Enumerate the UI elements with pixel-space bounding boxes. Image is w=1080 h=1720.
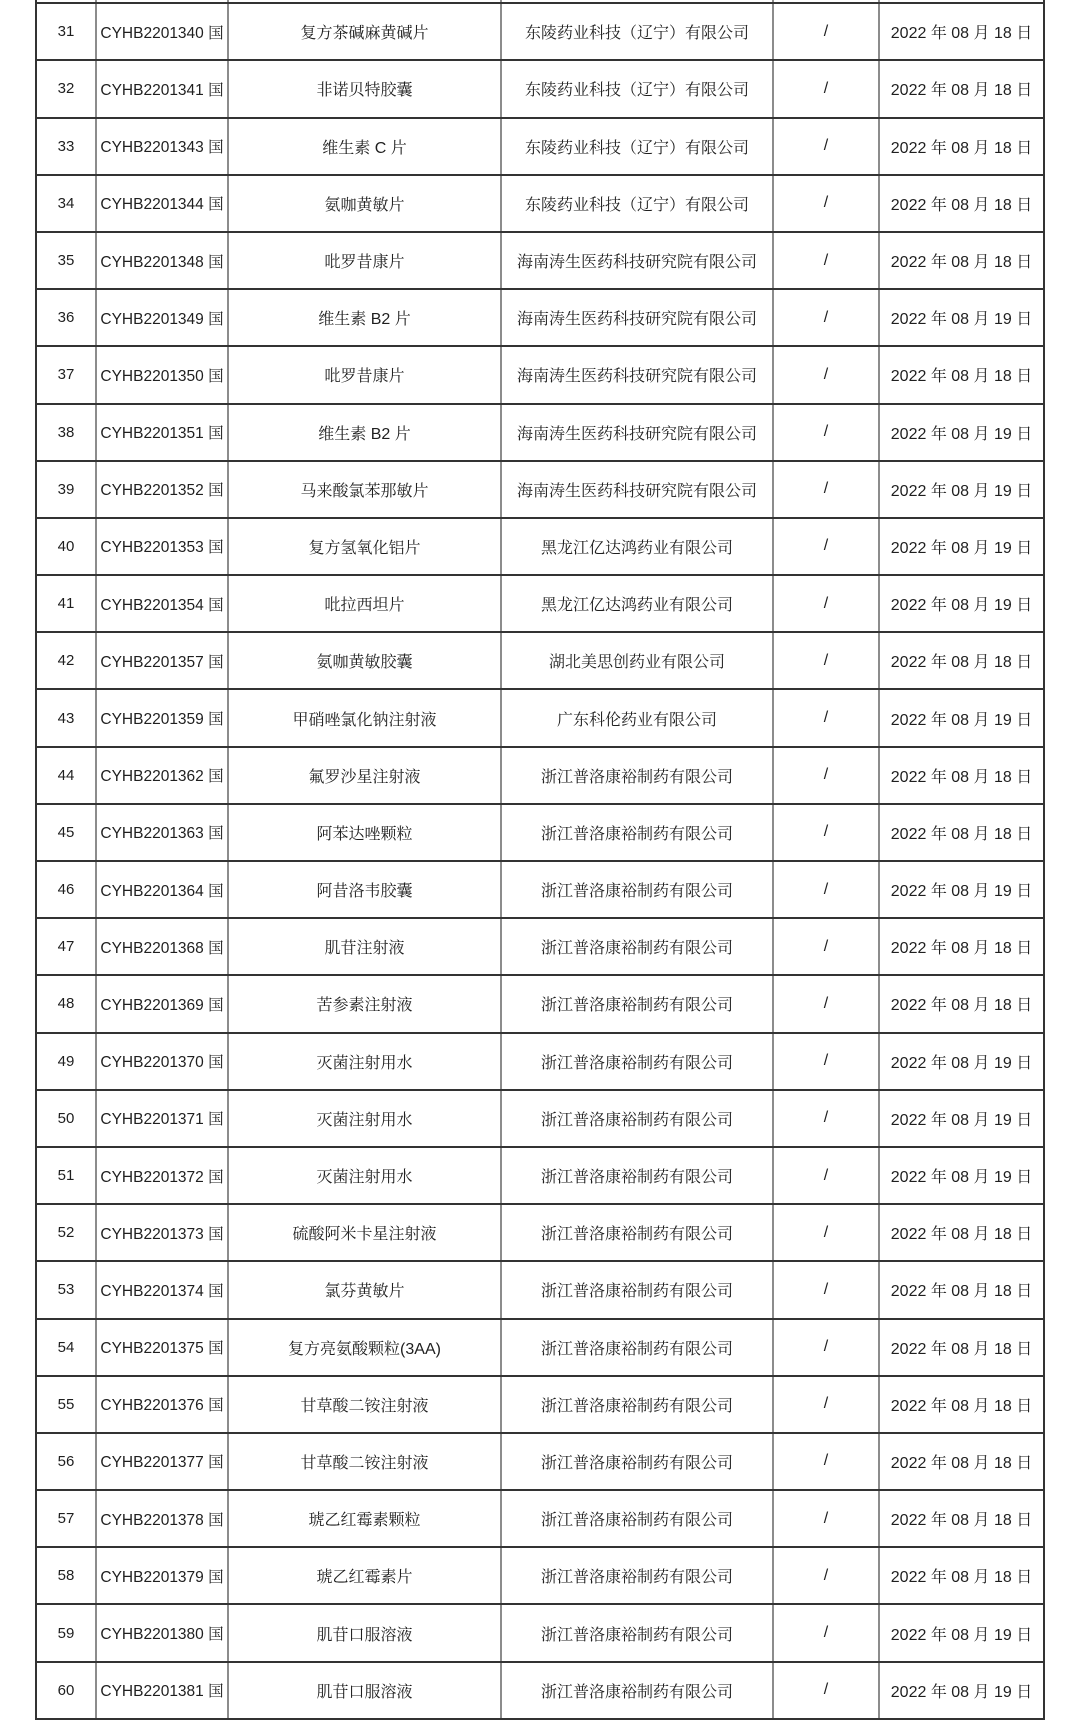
- company-cell: 浙江普洛康裕制药有限公司: [501, 1319, 773, 1376]
- company-cell: 东陵药业科技（辽宁）有限公司: [501, 3, 773, 60]
- drug-name-cell: 吡罗昔康片: [228, 232, 501, 289]
- approval-date-cell: 2022 年 08 月 18 日: [879, 1433, 1044, 1490]
- company-cell: 东陵药业科技（辽宁）有限公司: [501, 60, 773, 117]
- row-number-cell: 59: [36, 1604, 96, 1661]
- approval-date-cell: 2022 年 08 月 18 日: [879, 232, 1044, 289]
- drug-name-cell: 非诺贝特胶囊: [228, 60, 501, 117]
- drug-name-cell: 阿苯达唑颗粒: [228, 804, 501, 861]
- row-number-cell: 37: [36, 346, 96, 403]
- company-cell: 浙江普洛康裕制药有限公司: [501, 1604, 773, 1661]
- table-row: [36, 632, 1044, 689]
- row-number-cell: 40: [36, 518, 96, 575]
- company-cell: 湖北美思创药业有限公司: [501, 632, 773, 689]
- table-row: [36, 1433, 1044, 1490]
- approval-date-cell: 2022 年 08 月 18 日: [879, 804, 1044, 861]
- drug-name-cell: 维生素 B2 片: [228, 289, 501, 346]
- remark-cell: /: [773, 1033, 879, 1090]
- drug-name-cell: 吡拉西坦片: [228, 575, 501, 632]
- acceptance-number-cell: CYHB2201364 国: [96, 861, 228, 918]
- acceptance-number-cell: CYHB2201354 国: [96, 575, 228, 632]
- remark-cell: /: [773, 1662, 879, 1719]
- company-cell: 海南涛生医药科技研究院有限公司: [501, 461, 773, 518]
- company-cell: 浙江普洛康裕制药有限公司: [501, 1147, 773, 1204]
- table-row: [36, 747, 1044, 804]
- approval-date-cell: 2022 年 08 月 19 日: [879, 461, 1044, 518]
- remark-cell: /: [773, 118, 879, 175]
- table-row: [36, 175, 1044, 232]
- remark-cell: /: [773, 404, 879, 461]
- company-cell: 浙江普洛康裕制药有限公司: [501, 975, 773, 1032]
- table-row: [36, 1604, 1044, 1661]
- remark-cell: /: [773, 3, 879, 60]
- acceptance-number-cell: CYHB2201362 国: [96, 747, 228, 804]
- drug-name-cell: 甲硝唑氯化钠注射液: [228, 689, 501, 746]
- remark-cell: /: [773, 632, 879, 689]
- company-cell: 浙江普洛康裕制药有限公司: [501, 1204, 773, 1261]
- remark-cell: /: [773, 918, 879, 975]
- company-cell: 广东科伦药业有限公司: [501, 689, 773, 746]
- company-cell: 浙江普洛康裕制药有限公司: [501, 1376, 773, 1433]
- approval-date-cell: 2022 年 08 月 18 日: [879, 632, 1044, 689]
- drug-name-cell: 氯芬黄敏片: [228, 1261, 501, 1318]
- table-row: [36, 975, 1044, 1032]
- approval-date-cell: 2022 年 08 月 19 日: [879, 1662, 1044, 1719]
- company-cell: 浙江普洛康裕制药有限公司: [501, 1433, 773, 1490]
- drug-approval-table: [35, 0, 1045, 1720]
- table-row: [36, 918, 1044, 975]
- approval-date-cell: 2022 年 08 月 19 日: [879, 1033, 1044, 1090]
- drug-approval-table-wrap: [35, 0, 1045, 1720]
- acceptance-number-cell: CYHB2201375 国: [96, 1319, 228, 1376]
- remark-cell: /: [773, 1319, 879, 1376]
- company-cell: 浙江普洛康裕制药有限公司: [501, 1090, 773, 1147]
- row-number-cell: 44: [36, 747, 96, 804]
- company-cell: 浙江普洛康裕制药有限公司: [501, 861, 773, 918]
- drug-name-cell: 维生素 B2 片: [228, 404, 501, 461]
- table-row: [36, 804, 1044, 861]
- drug-name-cell: 复方氢氧化铝片: [228, 518, 501, 575]
- acceptance-number-cell: CYHB2201357 国: [96, 632, 228, 689]
- row-number-cell: 31: [36, 3, 96, 60]
- table-row: [36, 3, 1044, 60]
- approval-date-cell: 2022 年 08 月 18 日: [879, 1490, 1044, 1547]
- drug-name-cell: 琥乙红霉素片: [228, 1547, 501, 1604]
- table-row: [36, 1147, 1044, 1204]
- acceptance-number-cell: CYHB2201377 国: [96, 1433, 228, 1490]
- drug-name-cell: 肌苷口服溶液: [228, 1604, 501, 1661]
- row-number-cell: 38: [36, 404, 96, 461]
- row-number-cell: 43: [36, 689, 96, 746]
- remark-cell: /: [773, 461, 879, 518]
- table-row: [36, 461, 1044, 518]
- table-row: [36, 1090, 1044, 1147]
- acceptance-number-cell: CYHB2201379 国: [96, 1547, 228, 1604]
- row-number-cell: 34: [36, 175, 96, 232]
- company-cell: 海南涛生医药科技研究院有限公司: [501, 346, 773, 403]
- approval-date-cell: 2022 年 08 月 18 日: [879, 1547, 1044, 1604]
- remark-cell: /: [773, 60, 879, 117]
- remark-cell: /: [773, 1547, 879, 1604]
- remark-cell: /: [773, 1090, 879, 1147]
- approval-date-cell: 2022 年 08 月 18 日: [879, 346, 1044, 403]
- table-row: [36, 232, 1044, 289]
- row-number-cell: 49: [36, 1033, 96, 1090]
- remark-cell: /: [773, 232, 879, 289]
- approval-date-cell: 2022 年 08 月 18 日: [879, 918, 1044, 975]
- table-row: [36, 1261, 1044, 1318]
- table-row: [36, 346, 1044, 403]
- table-row: [36, 118, 1044, 175]
- drug-name-cell: 氨咖黄敏胶囊: [228, 632, 501, 689]
- acceptance-number-cell: CYHB2201380 国: [96, 1604, 228, 1661]
- company-cell: 浙江普洛康裕制药有限公司: [501, 1490, 773, 1547]
- approval-date-cell: 2022 年 08 月 18 日: [879, 175, 1044, 232]
- acceptance-number-cell: CYHB2201371 国: [96, 1090, 228, 1147]
- approval-date-cell: 2022 年 08 月 19 日: [879, 575, 1044, 632]
- row-number-cell: 36: [36, 289, 96, 346]
- table-row: [36, 689, 1044, 746]
- remark-cell: /: [773, 689, 879, 746]
- acceptance-number-cell: CYHB2201370 国: [96, 1033, 228, 1090]
- row-number-cell: 48: [36, 975, 96, 1032]
- drug-name-cell: 肌苷口服溶液: [228, 1662, 501, 1719]
- approval-date-cell: 2022 年 08 月 18 日: [879, 3, 1044, 60]
- remark-cell: /: [773, 804, 879, 861]
- approval-date-cell: 2022 年 08 月 19 日: [879, 518, 1044, 575]
- remark-cell: /: [773, 975, 879, 1032]
- remark-cell: /: [773, 747, 879, 804]
- drug-name-cell: 灭菌注射用水: [228, 1090, 501, 1147]
- acceptance-number-cell: CYHB2201353 国: [96, 518, 228, 575]
- company-cell: 东陵药业科技（辽宁）有限公司: [501, 118, 773, 175]
- company-cell: 黑龙江亿达鸿药业有限公司: [501, 575, 773, 632]
- remark-cell: /: [773, 861, 879, 918]
- table-row: [36, 518, 1044, 575]
- approval-date-cell: 2022 年 08 月 19 日: [879, 1147, 1044, 1204]
- row-number-cell: 52: [36, 1204, 96, 1261]
- approval-date-cell: 2022 年 08 月 19 日: [879, 689, 1044, 746]
- row-number-cell: 54: [36, 1319, 96, 1376]
- row-number-cell: 58: [36, 1547, 96, 1604]
- acceptance-number-cell: CYHB2201376 国: [96, 1376, 228, 1433]
- drug-name-cell: 灭菌注射用水: [228, 1033, 501, 1090]
- drug-name-cell: 灭菌注射用水: [228, 1147, 501, 1204]
- table-row: [36, 1662, 1044, 1719]
- row-number-cell: 56: [36, 1433, 96, 1490]
- row-number-cell: 32: [36, 60, 96, 117]
- table-row: [36, 289, 1044, 346]
- drug-name-cell: 苦参素注射液: [228, 975, 501, 1032]
- company-cell: 浙江普洛康裕制药有限公司: [501, 804, 773, 861]
- company-cell: 浙江普洛康裕制药有限公司: [501, 1261, 773, 1318]
- table-row: [36, 1033, 1044, 1090]
- acceptance-number-cell: CYHB2201378 国: [96, 1490, 228, 1547]
- acceptance-number-cell: CYHB2201372 国: [96, 1147, 228, 1204]
- table-row: [36, 1490, 1044, 1547]
- company-cell: 海南涛生医药科技研究院有限公司: [501, 404, 773, 461]
- row-number-cell: 47: [36, 918, 96, 975]
- acceptance-number-cell: CYHB2201369 国: [96, 975, 228, 1032]
- acceptance-number-cell: CYHB2201349 国: [96, 289, 228, 346]
- row-number-cell: 60: [36, 1662, 96, 1719]
- drug-name-cell: 维生素 C 片: [228, 118, 501, 175]
- row-number-cell: 53: [36, 1261, 96, 1318]
- company-cell: 浙江普洛康裕制药有限公司: [501, 918, 773, 975]
- acceptance-number-cell: CYHB2201368 国: [96, 918, 228, 975]
- drug-name-cell: 琥乙红霉素颗粒: [228, 1490, 501, 1547]
- acceptance-number-cell: CYHB2201359 国: [96, 689, 228, 746]
- table-row: [36, 1319, 1044, 1376]
- remark-cell: /: [773, 175, 879, 232]
- row-number-cell: 45: [36, 804, 96, 861]
- acceptance-number-cell: CYHB2201373 国: [96, 1204, 228, 1261]
- approval-date-cell: 2022 年 08 月 18 日: [879, 975, 1044, 1032]
- drug-name-cell: 阿昔洛韦胶囊: [228, 861, 501, 918]
- approval-date-cell: 2022 年 08 月 18 日: [879, 60, 1044, 117]
- approval-date-cell: 2022 年 08 月 19 日: [879, 861, 1044, 918]
- acceptance-number-cell: CYHB2201348 国: [96, 232, 228, 289]
- row-number-cell: 35: [36, 232, 96, 289]
- approval-date-cell: 2022 年 08 月 19 日: [879, 404, 1044, 461]
- acceptance-number-cell: CYHB2201374 国: [96, 1261, 228, 1318]
- remark-cell: /: [773, 1490, 879, 1547]
- drug-name-cell: 复方亮氨酸颗粒(3AA): [228, 1319, 501, 1376]
- row-number-cell: 33: [36, 118, 96, 175]
- row-number-cell: 46: [36, 861, 96, 918]
- table-row: [36, 1376, 1044, 1433]
- drug-name-cell: 甘草酸二铵注射液: [228, 1433, 501, 1490]
- row-number-cell: 42: [36, 632, 96, 689]
- acceptance-number-cell: CYHB2201350 国: [96, 346, 228, 403]
- drug-name-cell: 甘草酸二铵注射液: [228, 1376, 501, 1433]
- approval-date-cell: 2022 年 08 月 18 日: [879, 1319, 1044, 1376]
- company-cell: 浙江普洛康裕制药有限公司: [501, 747, 773, 804]
- approval-date-cell: 2022 年 08 月 19 日: [879, 289, 1044, 346]
- remark-cell: /: [773, 1261, 879, 1318]
- table-row: [36, 1547, 1044, 1604]
- drug-name-cell: 吡罗昔康片: [228, 346, 501, 403]
- drug-name-cell: 肌苷注射液: [228, 918, 501, 975]
- acceptance-number-cell: CYHB2201381 国: [96, 1662, 228, 1719]
- row-number-cell: 39: [36, 461, 96, 518]
- row-number-cell: 57: [36, 1490, 96, 1547]
- acceptance-number-cell: CYHB2201351 国: [96, 404, 228, 461]
- approval-date-cell: 2022 年 08 月 18 日: [879, 1204, 1044, 1261]
- acceptance-number-cell: CYHB2201343 国: [96, 118, 228, 175]
- table-row: [36, 60, 1044, 117]
- acceptance-number-cell: CYHB2201344 国: [96, 175, 228, 232]
- company-cell: 浙江普洛康裕制药有限公司: [501, 1547, 773, 1604]
- drug-name-cell: 马来酸氯苯那敏片: [228, 461, 501, 518]
- company-cell: 黑龙江亿达鸿药业有限公司: [501, 518, 773, 575]
- remark-cell: /: [773, 1204, 879, 1261]
- remark-cell: /: [773, 518, 879, 575]
- table-row: [36, 1204, 1044, 1261]
- remark-cell: /: [773, 575, 879, 632]
- company-cell: 东陵药业科技（辽宁）有限公司: [501, 175, 773, 232]
- table-row: [36, 404, 1044, 461]
- acceptance-number-cell: CYHB2201341 国: [96, 60, 228, 117]
- table-row: [36, 575, 1044, 632]
- approval-date-cell: 2022 年 08 月 18 日: [879, 1261, 1044, 1318]
- drug-name-cell: 复方茶碱麻黄碱片: [228, 3, 501, 60]
- approval-date-cell: 2022 年 08 月 18 日: [879, 118, 1044, 175]
- approval-date-cell: 2022 年 08 月 19 日: [879, 1090, 1044, 1147]
- acceptance-number-cell: CYHB2201352 国: [96, 461, 228, 518]
- row-number-cell: 51: [36, 1147, 96, 1204]
- remark-cell: /: [773, 1147, 879, 1204]
- approval-date-cell: 2022 年 08 月 19 日: [879, 1604, 1044, 1661]
- drug-name-cell: 氨咖黄敏片: [228, 175, 501, 232]
- table-body: [36, 0, 1044, 1719]
- table-row: [36, 861, 1044, 918]
- approval-date-cell: 2022 年 08 月 18 日: [879, 1376, 1044, 1433]
- remark-cell: /: [773, 289, 879, 346]
- row-number-cell: 55: [36, 1376, 96, 1433]
- acceptance-number-cell: CYHB2201340 国: [96, 3, 228, 60]
- company-cell: 浙江普洛康裕制药有限公司: [501, 1033, 773, 1090]
- row-number-cell: 50: [36, 1090, 96, 1147]
- remark-cell: /: [773, 1604, 879, 1661]
- approval-date-cell: 2022 年 08 月 18 日: [879, 747, 1044, 804]
- remark-cell: /: [773, 346, 879, 403]
- remark-cell: /: [773, 1376, 879, 1433]
- remark-cell: /: [773, 1433, 879, 1490]
- drug-name-cell: 硫酸阿米卡星注射液: [228, 1204, 501, 1261]
- company-cell: 浙江普洛康裕制药有限公司: [501, 1662, 773, 1719]
- acceptance-number-cell: CYHB2201363 国: [96, 804, 228, 861]
- drug-name-cell: 氟罗沙星注射液: [228, 747, 501, 804]
- row-number-cell: 41: [36, 575, 96, 632]
- company-cell: 海南涛生医药科技研究院有限公司: [501, 289, 773, 346]
- company-cell: 海南涛生医药科技研究院有限公司: [501, 232, 773, 289]
